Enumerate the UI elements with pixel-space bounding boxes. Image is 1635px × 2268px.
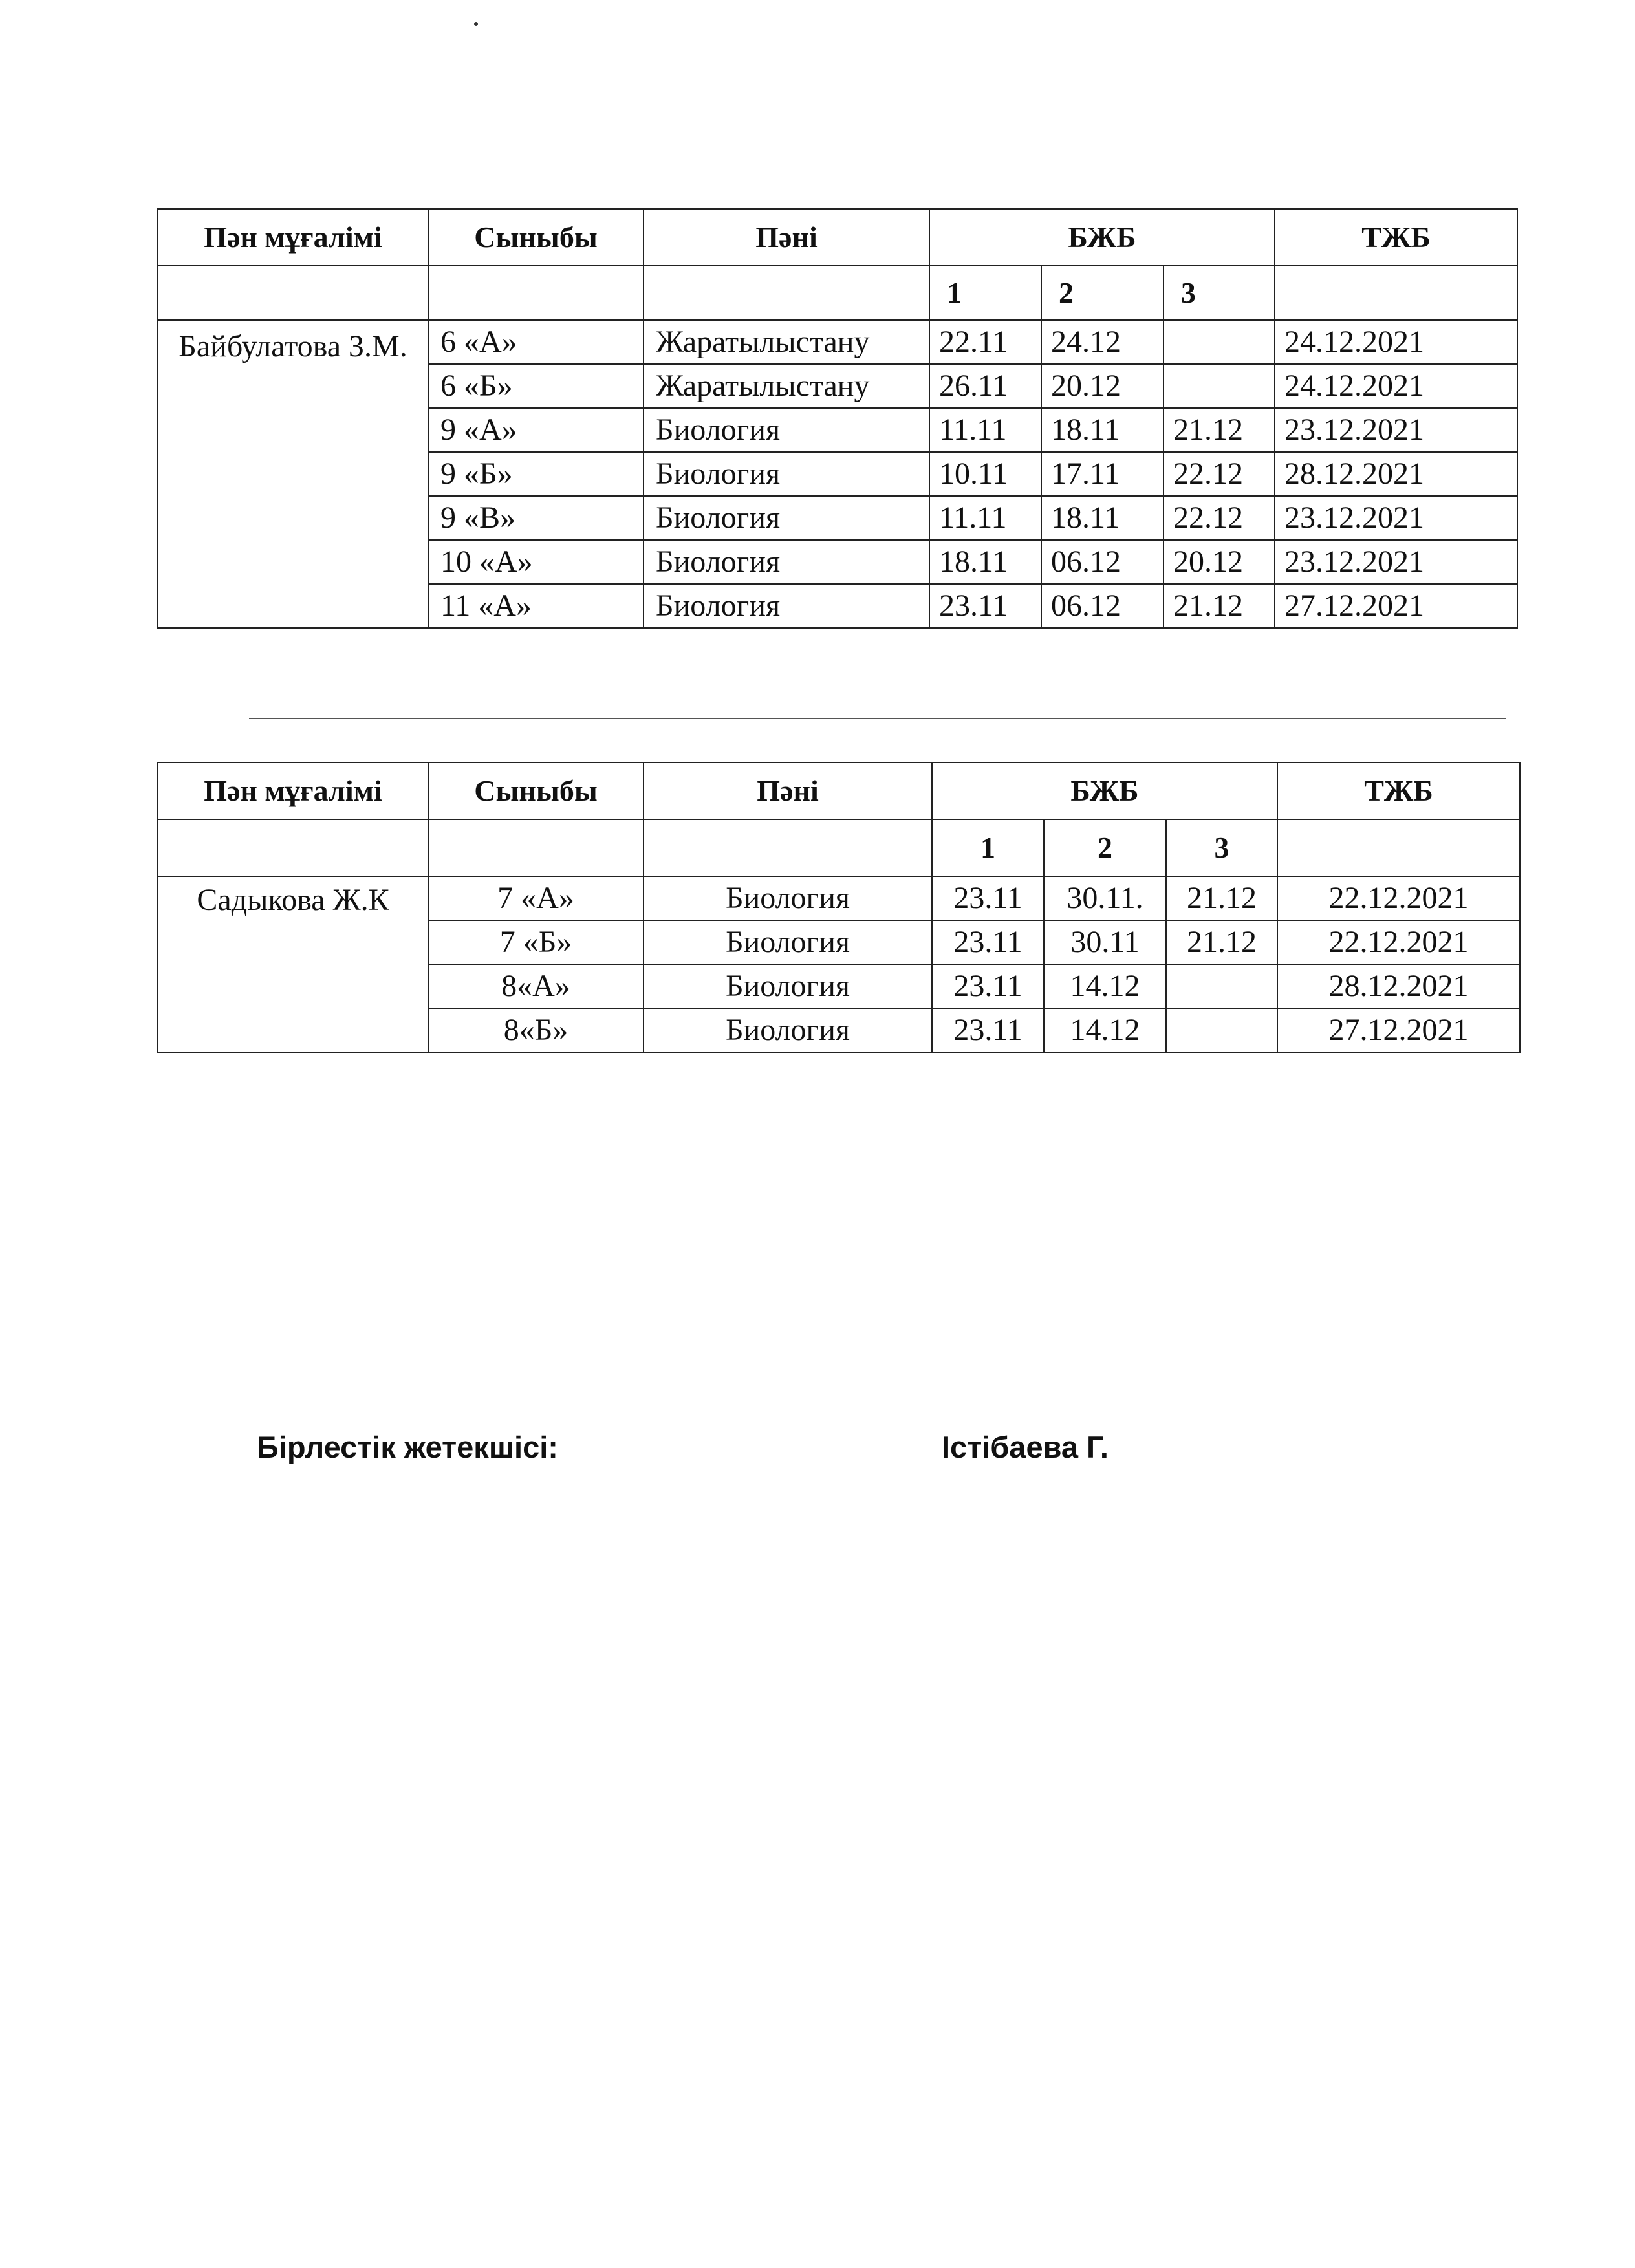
cell-subject: Биология bbox=[644, 920, 932, 964]
cell-subject: Биология bbox=[644, 584, 929, 628]
subheader-bjb-1: 1 bbox=[932, 819, 1044, 876]
cell-class: 7 «Б» bbox=[428, 920, 644, 964]
cell-tjb: 27.12.2021 bbox=[1275, 584, 1517, 628]
scan-speck bbox=[474, 22, 478, 26]
cell-bjb-2: 24.12 bbox=[1041, 320, 1164, 364]
cell-bjb-2: 30.11. bbox=[1044, 876, 1166, 920]
subheader-empty bbox=[644, 266, 929, 320]
cell-bjb-2: 06.12 bbox=[1041, 540, 1164, 584]
cell-tjb: 23.12.2021 bbox=[1275, 540, 1517, 584]
cell-bjb-3: 22.12 bbox=[1164, 496, 1275, 540]
cell-bjb-1: 18.11 bbox=[929, 540, 1041, 584]
cell-class: 9 «Б» bbox=[428, 452, 644, 496]
cell-bjb-3: 20.12 bbox=[1164, 540, 1275, 584]
subheader-empty bbox=[428, 266, 644, 320]
subheader-empty bbox=[158, 266, 428, 320]
cell-bjb-2: 14.12 bbox=[1044, 1008, 1166, 1052]
subheader-bjb-1: 1 bbox=[929, 266, 1041, 320]
cell-bjb-3: 21.12 bbox=[1164, 584, 1275, 628]
table-header-row bbox=[158, 762, 1520, 819]
cell-tjb: 23.12.2021 bbox=[1275, 496, 1517, 540]
schedule-table-baibulatova bbox=[157, 208, 1518, 629]
table-row bbox=[158, 320, 1517, 364]
cell-bjb-2: 30.11 bbox=[1044, 920, 1166, 964]
schedule-table-sadykova bbox=[157, 762, 1521, 1053]
cell-bjb-3: 21.12 bbox=[1164, 408, 1275, 452]
cell-bjb-3 bbox=[1166, 964, 1277, 1008]
cell-bjb-2: 20.12 bbox=[1041, 364, 1164, 408]
cell-bjb-3: 22.12 bbox=[1164, 452, 1275, 496]
subheader-bjb-3: 3 bbox=[1166, 819, 1277, 876]
cell-subject: Биология bbox=[644, 408, 929, 452]
subheader-bjb-2: 2 bbox=[1041, 266, 1164, 320]
cell-tjb: 22.12.2021 bbox=[1277, 920, 1520, 964]
cell-bjb-2: 18.11 bbox=[1041, 408, 1164, 452]
header-tjb: ТЖБ bbox=[1275, 209, 1517, 266]
header-bjb: БЖБ bbox=[932, 762, 1277, 819]
cell-subject: Биология bbox=[644, 964, 932, 1008]
cell-tjb: 27.12.2021 bbox=[1277, 1008, 1520, 1052]
cell-bjb-2: 06.12 bbox=[1041, 584, 1164, 628]
header-class: Сыныбы bbox=[428, 762, 644, 819]
cell-bjb-1: 23.11 bbox=[932, 964, 1044, 1008]
cell-class: 7 «А» bbox=[428, 876, 644, 920]
cell-bjb-2: 14.12 bbox=[1044, 964, 1166, 1008]
cell-bjb-1: 22.11 bbox=[929, 320, 1041, 364]
subheader-bjb-3: 3 bbox=[1164, 266, 1275, 320]
cell-bjb-1: 11.11 bbox=[929, 408, 1041, 452]
cell-bjb-3: 21.12 bbox=[1166, 876, 1277, 920]
cell-tjb: 22.12.2021 bbox=[1277, 876, 1520, 920]
cell-bjb-1: 26.11 bbox=[929, 364, 1041, 408]
teacher-name: Байбулатова З.М. bbox=[158, 320, 428, 628]
header-subject: Пәні bbox=[644, 209, 929, 266]
cell-tjb: 24.12.2021 bbox=[1275, 320, 1517, 364]
cell-subject: Жаратылыстану bbox=[644, 364, 929, 408]
cell-tjb: 28.12.2021 bbox=[1277, 964, 1520, 1008]
cell-subject: Биология bbox=[644, 540, 929, 584]
cell-bjb-1: 23.11 bbox=[932, 920, 1044, 964]
header-tjb: ТЖБ bbox=[1277, 762, 1520, 819]
cell-bjb-1: 23.11 bbox=[929, 584, 1041, 628]
separator-line bbox=[249, 718, 1506, 719]
table-subheader-row bbox=[158, 819, 1520, 876]
cell-subject: Жаратылыстану bbox=[644, 320, 929, 364]
cell-bjb-1: 10.11 bbox=[929, 452, 1041, 496]
cell-subject: Биология bbox=[644, 876, 932, 920]
header-subject: Пәні bbox=[644, 762, 932, 819]
subheader-empty bbox=[428, 819, 644, 876]
cell-bjb-3 bbox=[1166, 1008, 1277, 1052]
header-teacher: Пән мұғалімі bbox=[158, 762, 428, 819]
cell-bjb-1: 23.11 bbox=[932, 876, 1044, 920]
cell-bjb-2: 18.11 bbox=[1041, 496, 1164, 540]
cell-tjb: 23.12.2021 bbox=[1275, 408, 1517, 452]
cell-class: 6 «Б» bbox=[428, 364, 644, 408]
teacher-name: Садыкова Ж.К bbox=[158, 876, 428, 1052]
header-teacher: Пән мұғалімі bbox=[158, 209, 428, 266]
head-of-association-label: Бірлестік жетекшісі: bbox=[257, 1430, 558, 1464]
cell-bjb-3 bbox=[1164, 364, 1275, 408]
cell-class: 11 «А» bbox=[428, 584, 644, 628]
cell-bjb-1: 11.11 bbox=[929, 496, 1041, 540]
header-class: Сыныбы bbox=[428, 209, 644, 266]
cell-subject: Биология bbox=[644, 496, 929, 540]
header-bjb: БЖБ bbox=[929, 209, 1275, 266]
cell-class: 10 «А» bbox=[428, 540, 644, 584]
subheader-empty bbox=[1275, 266, 1517, 320]
cell-subject: Биология bbox=[644, 1008, 932, 1052]
cell-class: 9 «В» bbox=[428, 496, 644, 540]
cell-class: 6 «А» bbox=[428, 320, 644, 364]
cell-bjb-3 bbox=[1164, 320, 1275, 364]
cell-bjb-3: 21.12 bbox=[1166, 920, 1277, 964]
cell-bjb-2: 17.11 bbox=[1041, 452, 1164, 496]
subheader-empty bbox=[158, 819, 428, 876]
head-of-association-name: Істібаева Г. bbox=[942, 1430, 1109, 1464]
cell-bjb-1: 23.11 bbox=[932, 1008, 1044, 1052]
cell-class: 8«Б» bbox=[428, 1008, 644, 1052]
table-header-row bbox=[158, 209, 1517, 266]
subheader-empty bbox=[1277, 819, 1520, 876]
table-subheader-row bbox=[158, 266, 1517, 320]
subheader-bjb-2: 2 bbox=[1044, 819, 1166, 876]
cell-class: 9 «А» bbox=[428, 408, 644, 452]
cell-tjb: 28.12.2021 bbox=[1275, 452, 1517, 496]
table-row bbox=[158, 876, 1520, 920]
subheader-empty bbox=[644, 819, 932, 876]
cell-subject: Биология bbox=[644, 452, 929, 496]
cell-class: 8«А» bbox=[428, 964, 644, 1008]
cell-tjb: 24.12.2021 bbox=[1275, 364, 1517, 408]
